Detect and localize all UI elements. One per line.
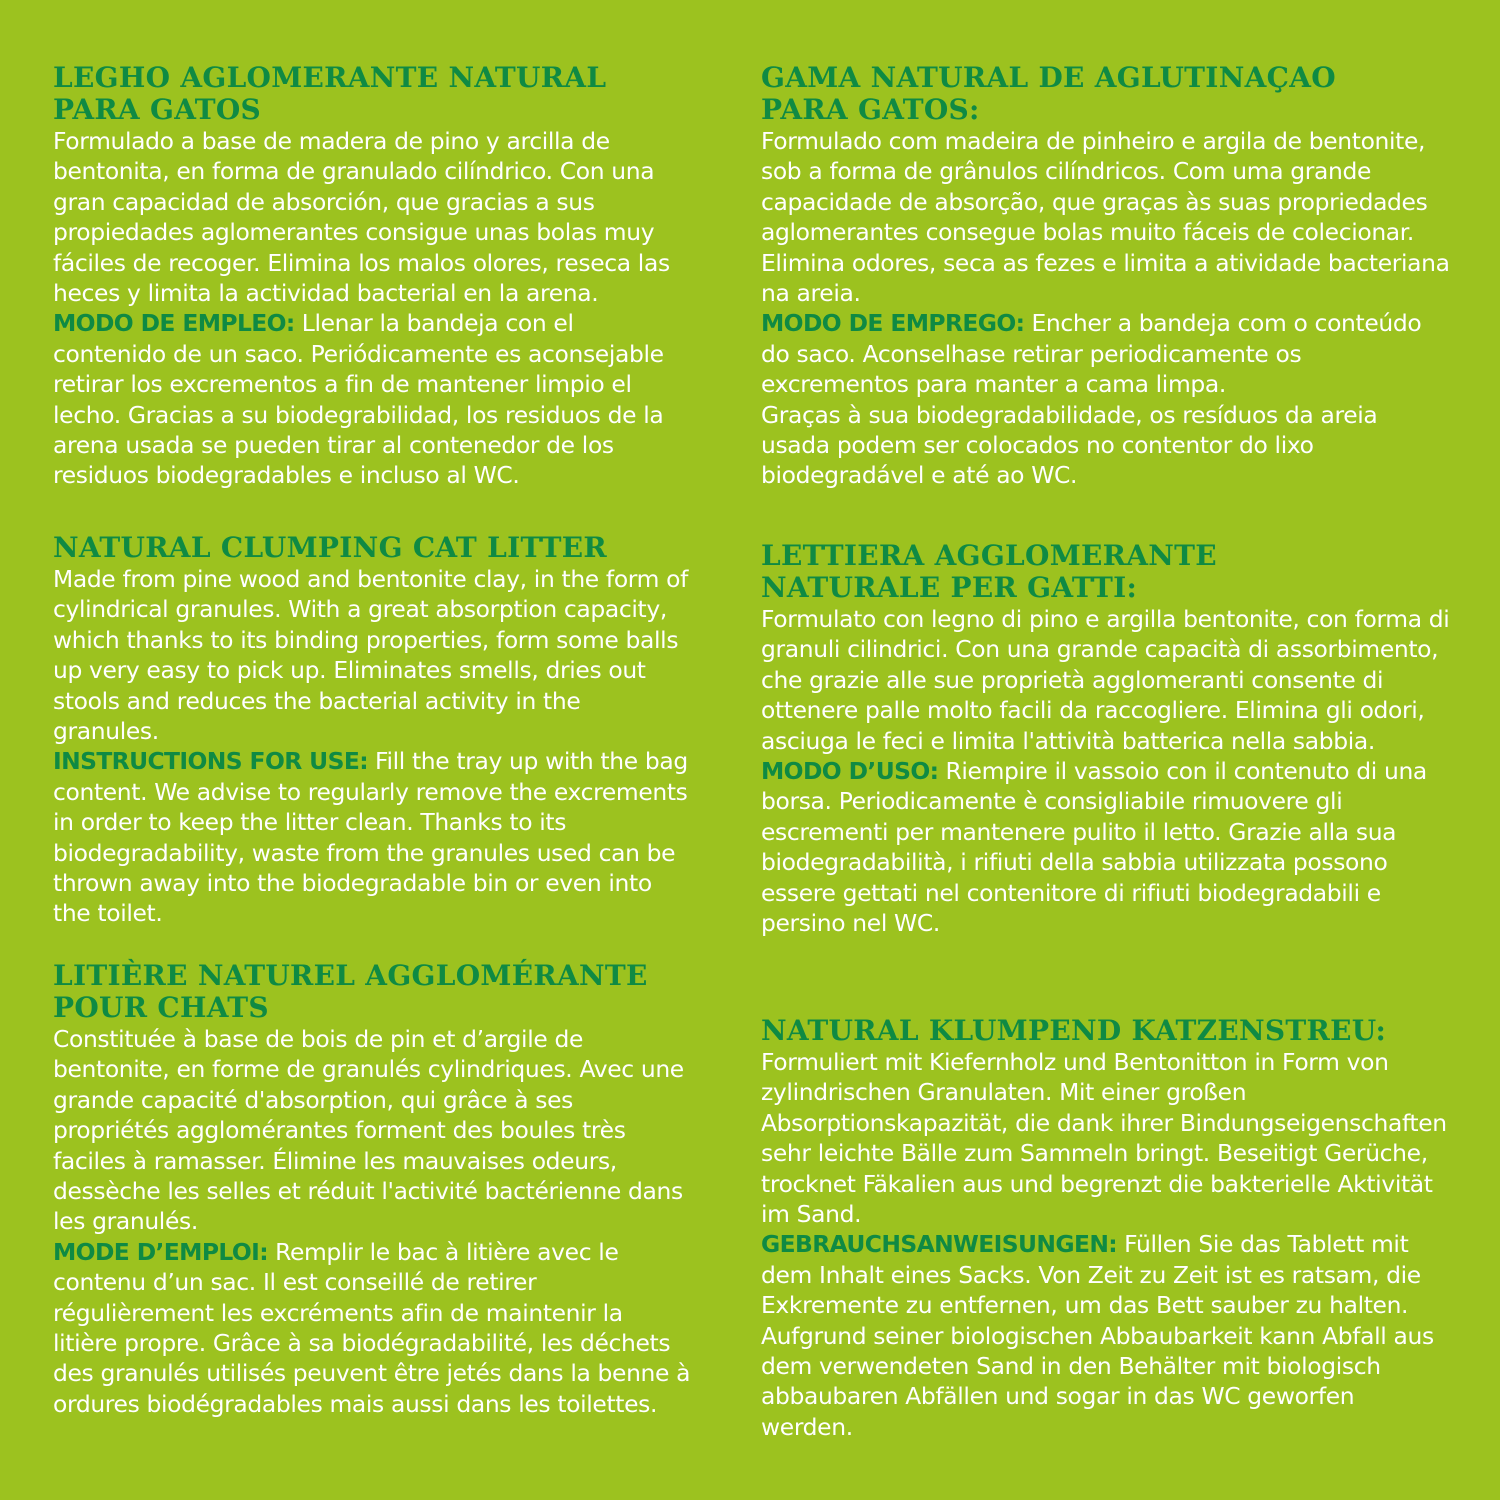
section-heading: [53, 532, 693, 564]
usage-paragraph: [53, 746, 693, 928]
description-paragraph: Made from pine wood and bentonite clay, in the form of cylindrical granules. With a great absorption capacity, which thanks to its binding properties, form some balls up very easy to pick up. Eliminates smells, dries out stools and reduces the bacterial activity in the granules.: [53, 565, 688, 746]
usage-label: MODE D’EMPLOI:: [53, 1237, 269, 1266]
section-french: [53, 960, 693, 1419]
description-paragraph: Constituée à base de bois de pin et d’argile de bentonite, en forme de granulés cylindriques. Avec une grande capacité d'absorption, qui grâce à ses propriétés agglomérantes forment des boules très faciles à ramasser. Élimine les mauvaises odeurs, dessèche les selles et réduit l'activité bactérienne dans les granulés.: [53, 1025, 684, 1236]
section-portuguese: [761, 62, 1451, 491]
usage-label: MODO DE EMPLEO:: [53, 309, 295, 338]
usage-label: MODO DE EMPREGO:: [761, 309, 1025, 338]
usage-paragraph-continued: Graças à sua biodegradabilidade, os resíduos da areia usada podem ser colocados no contentor do lixo biodegradável e até ao WC.: [761, 400, 1378, 490]
heading-line: NATURAL KLUMPEND KATZENSTREU:: [761, 1014, 1387, 1047]
heading-line: NATURAL CLUMPING CAT LITTER: [53, 531, 607, 564]
usage-paragraph: [53, 308, 693, 490]
usage-text: Llenar la bandeja con el contenido de un saco. Periódicamente es aconsejable retirar los excrementos a fin de mantener limpio el lecho. Gracias a su biodegrabilidad, los residuos de la arena usada se pueden tirar al contenedor de los residuos biodegradables e incluso al WC.: [53, 309, 664, 490]
heading-line: NATURALE PER GATTI:: [761, 571, 1138, 604]
usage-label: INSTRUCTIONS FOR USE:: [53, 747, 368, 776]
usage-paragraph: [53, 1237, 693, 1419]
section-italian: [761, 540, 1451, 938]
section-english: [53, 532, 693, 929]
section-heading: [53, 960, 693, 1024]
usage-text: Füllen Sie das Tablett mit dem Inhalt eines Sacks. Von Zeit zu Zeit ist es ratsam, die Exkremente zu entfernen, um das Bett sauber zu halten. Aufgrund seiner biologischen Abbaubarkeit kann Abfall aus dem verwendeten Sand in den Behälter mit biologisch abbaubaren Abfällen und sogar in das WC geworfen werden.: [761, 1230, 1434, 1441]
section-spanish: [53, 62, 693, 491]
description-paragraph: Formulato con legno di pino e argilla bentonite, con forma di granuli cilindrici. Con una grande capacità di assorbimento, che grazie alle sue proprietà agglomeranti consente di ottenere palle molto facili da raccogliere. Elimina gli odori, asciuga le feci e limita l'attività batterica nella sabbia.: [761, 605, 1450, 755]
heading-line: LEGHO AGLOMERANTE NATURAL: [53, 61, 607, 94]
section-heading: [761, 540, 1451, 604]
heading-line: PARA GATOS: [53, 93, 262, 126]
heading-line: LITIÈRE NATUREL AGGLOMÉRANTE: [53, 959, 648, 992]
usage-label: MODO D’USO:: [761, 757, 939, 786]
heading-line: GAMA NATURAL DE AGLUTINAÇAO: [761, 61, 1336, 94]
section-heading: [761, 62, 1451, 126]
usage-text: Riempire il vassoio con il contenuto di una borsa. Periodicamente è consigliabile rimuovere gli escrementi per mantenere pulito il letto. Grazie alla sua biodegradabilità, i rifiuti della sabbia utilizzata possono essere gettati nel contenitore di rifiuti biodegradabili e persino nel WC.: [761, 757, 1427, 938]
usage-text: Encher a bandeja com o conteúdo do saco. Aconselhase retirar periodicamente os excrementos para manter a cama limpa.: [761, 309, 1422, 399]
heading-line: PARA GATOS:: [761, 93, 980, 126]
description-paragraph: Formulado a base de madera de pino y arcilla de bentonita, en forma de granulado cilíndrico. Con una gran capacidad de absorción, que gracias a sus propiedades aglomerantes consigue unas bolas muy fáciles de recoger. Elimina los malos olores, reseca las heces y limita la actividad bacterial en la arena.: [53, 127, 670, 308]
usage-text: Remplir le bac à litière avec le contenu d’un sac. Il est conseillé de retirer régulièrement les excréments afin de maintenir la litière propre. Grâce à sa biodégradabilité, les déchets des granulés utilisés peuvent être jetés dans la benne à ordures biodégradables mais aussi dans les toilettes.: [53, 1237, 691, 1418]
heading-line: LETTIERA AGGLOMERANTE: [761, 539, 1217, 572]
description-paragraph: Formulado com madeira de pinheiro e argila de bentonite, sob a forma de grânulos cilíndricos. Com uma grande capacidade de absorção, que graças às suas propriedades aglomerantes consegue bolas muito fáceis de colecionar. Elimina odores, seca as fezes e limita a atividade bacteriana na areia.: [761, 127, 1450, 308]
usage-paragraph: [761, 1229, 1451, 1442]
usage-paragraph: [761, 756, 1451, 938]
description-paragraph: Formuliert mit Kiefernholz und Bentonitton in Form von zylindrischen Granulaten. Mit einer großen Absorptionskapazität, die dank ihrer Bindungseigenschaften sehr leichte Bälle zum Sammeln bringt. Beseitigt Gerüche, trocknet Fäkalien aus und begrenzt die bakterielle Aktivität im Sand.: [761, 1048, 1447, 1229]
section-german: [761, 1015, 1451, 1442]
section-heading: [761, 1015, 1451, 1047]
heading-line: POUR CHATS: [53, 991, 269, 1024]
usage-text: Fill the tray up with the bag content. We advise to regularly remove the excrements in order to keep the litter clean. Thanks to its biodegradability, waste from the granules used can be thrown away into the biodegradable bin or even into the toilet.: [53, 747, 688, 928]
usage-paragraph: [761, 308, 1451, 399]
usage-label: GEBRAUCHSANWEISUNGEN:: [761, 1230, 1118, 1259]
section-heading: [53, 62, 693, 126]
